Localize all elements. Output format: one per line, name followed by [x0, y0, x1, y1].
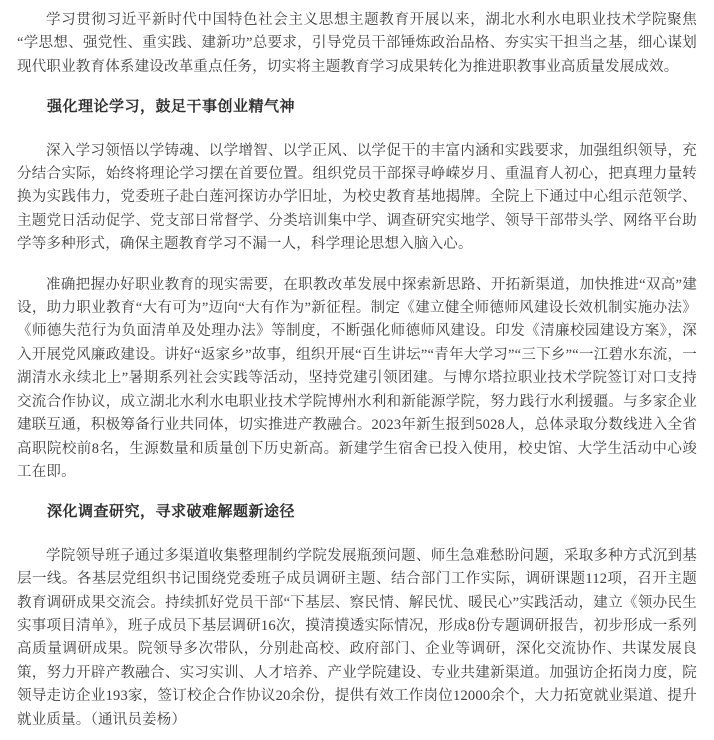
- section-heading-investigation-research: 深化调查研究，寻求破难解题新途径: [47, 504, 296, 521]
- paragraph-vocational-education-reform: 准确把握办好职业教育的现实需要，在职教改革发展中探索新思路、开拓新渠道，加快推进“双高”建设，助力职业教育“大有可为”迈向“大有作为”新征程。制定《建立健全师德师风建设长效机制实施办法》《师德失范行为负面清单及处理办法》等制度，不断强化师德师风建设。印发《清廉校园建设方案》，深入开展党风廉政建设。讲好“返家乡”故事，组织开展“百生讲坛”“青年大学习”“三下乡”“一江碧水东流，一湖清水永续北上”暑期系列社会实践等活动，坚持党建引领团建。与博尔塔拉职业技术学院签订对口支持交流合作协议，成立湖北水利水电职业技术学院博州水利和新能源学院，努力践行水利援疆。与多家企业建联互通，积极筹备行业共同体，切实推进产教融合。2023年新生报到5028人，总体录取分数线进入全省高职院校前8名，生源数量和质量创下历史新高。新建学生宿舍已投入使用，校史馆、大学生活动中心竣工在即。: [17, 276, 697, 480]
- paragraph-theory-study: 深入学习领悟以学铸魂、以学增智、以学正风、以学促干的丰富内涵和实践要求，加强组织领导，充分结合实际，始终将理论学习摆在首要位置。组织党员干部探寻峥嵘岁月、重温育人初心，把真理力量转换为实践伟力，党委班子赴白莲河探访办学旧址，为校史教育基地揭牌。全院上下通过中心组示范领学、主题党日活动促学、党支部日常督学、分类培训集中学、调查研究实地学、领导干部带头学、网络平台助学等多种形式，确保主题教育学习不漏一人，科学理论思想入脑入心。: [17, 142, 697, 253]
- paragraph-investigation-research: 学院领导班子通过多渠道收集整理制约学院发展瓶颈问题、师生急难愁盼问题，采取多种方式沉到基层一线。各基层党组织书记围绕党委班子成员调研主题、结合部门工作实际，调研课题112项，召开主题教育调研成果交流会。持续抓好党员干部“下基层、察民情、解民忧、暖民心”实践活动，建立《领办民生实事项目清单》，班子成员下基层调研16次，摸清摸透实际情况，形成8份专题调研报告，初步形成一系列高质量调研成果。院领导多次带队，分别赴高校、政府部门、企业等调研，深化交流协作、共谋发展良策，努力开辟产教融合、实习实训、人才培养、产业学院建设、专业共建新渠道。加强访企拓岗力度，院领导走访企业193家，签订校企合作协议20余份，提供有效工作岗位12000余个，大力拓宽就业渠道、提升就业质量。（通讯员姜杨）: [17, 547, 697, 728]
- section-heading-theory-study: 强化理论学习，鼓足干事创业精气神: [47, 99, 296, 116]
- paragraph-intro: 学习贯彻习近平新时代中国特色社会主义思想主题教育开展以来，湖北水利水电职业技术学院聚焦“学思想、强党性、重实践、建新功”总要求，引导党员干部锤炼政治品格、夯实实干担当之基，细心谋划现代职业教育体系建设改革重点任务，切实将主题教育学习成果转化为推进职教事业高质量发展成效。: [17, 12, 697, 75]
